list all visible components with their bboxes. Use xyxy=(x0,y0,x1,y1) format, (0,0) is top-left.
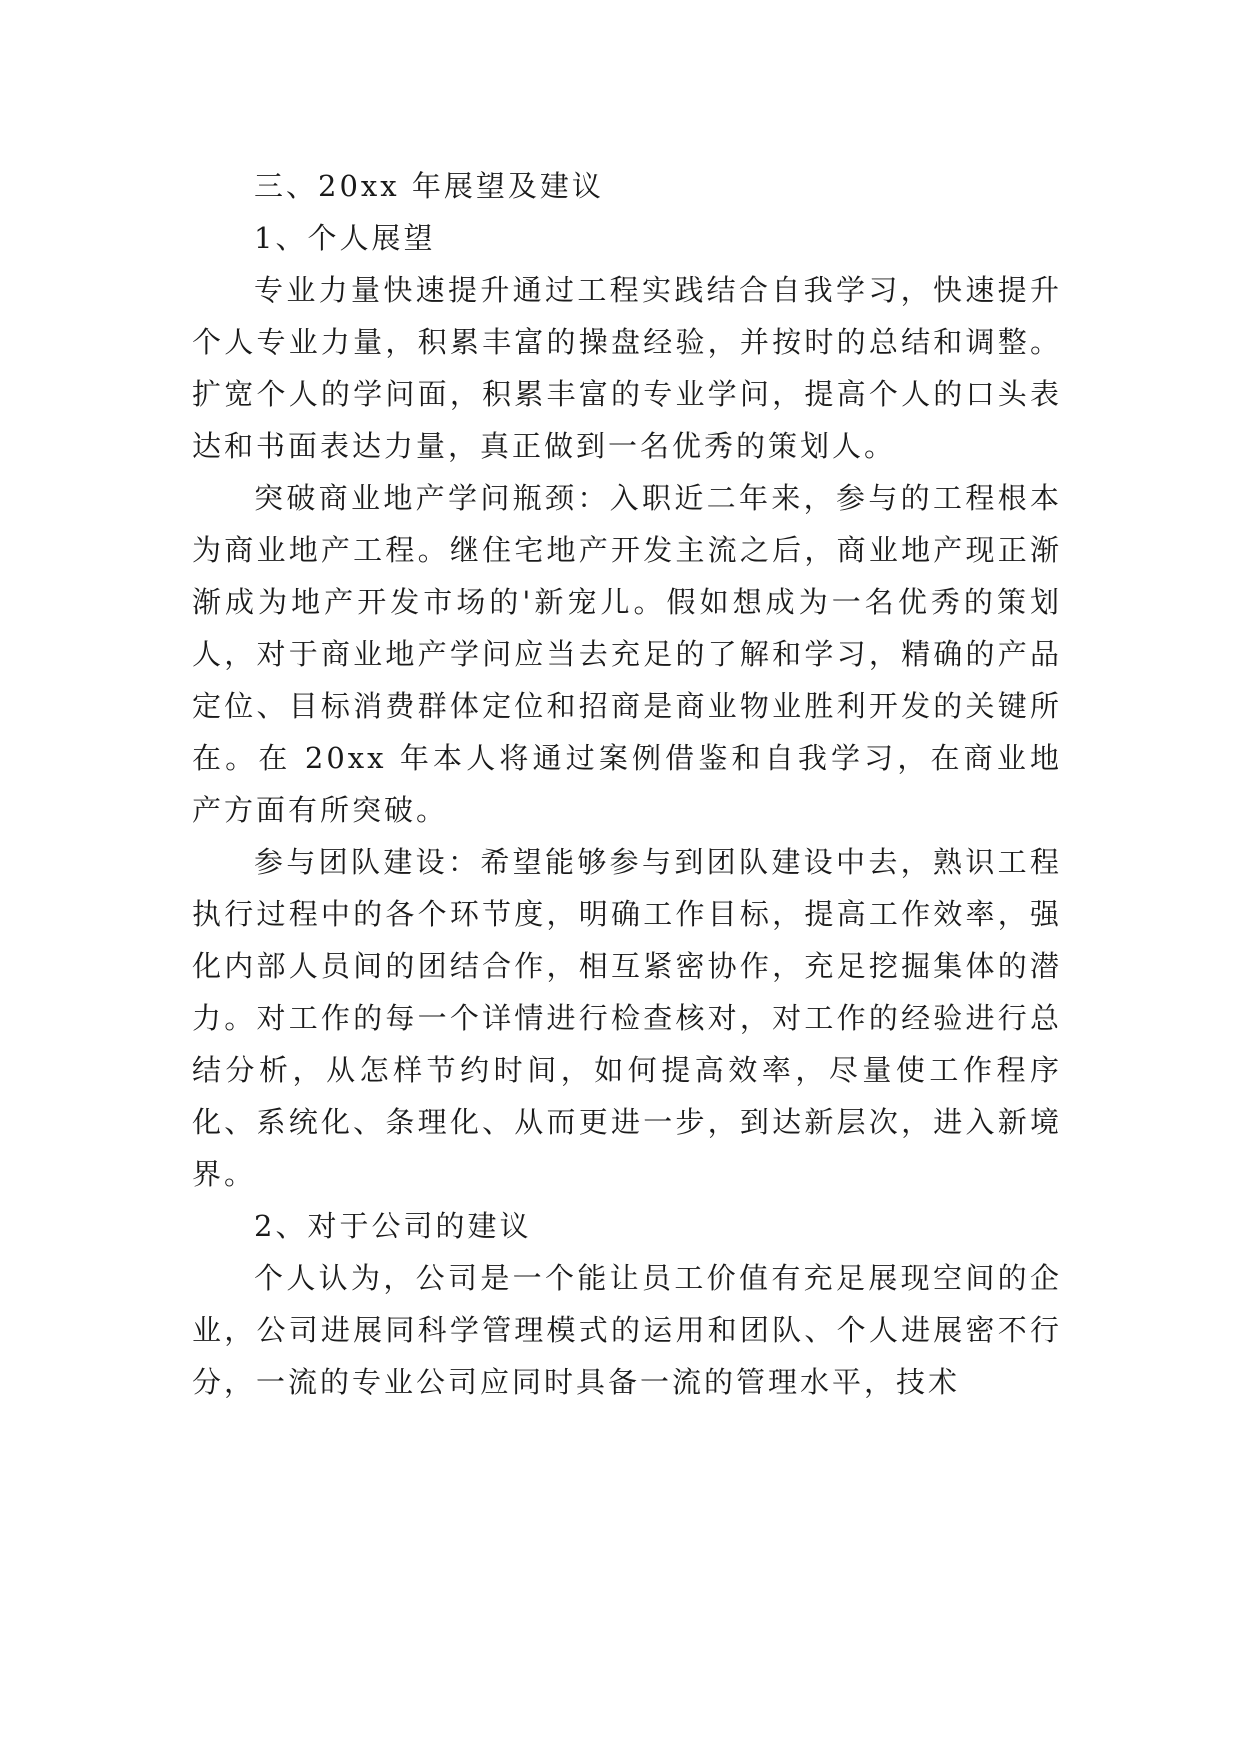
section-heading: 三、20xx 年展望及建议 xyxy=(254,169,604,203)
body-paragraph: 突破商业地产学问瓶颈：入职近二年来，参与的工程根本为商业地产工程。继住宅地产开发主流之后，商业地产现正渐渐成为地产开发市场的'新宠儿。假如想成为一名优秀的策划人，对于商业地产学问应当去充足的了解和学习，精确的产品定位、目标消费群体定位和招商是商业物业胜利开发的关键所在。在 20xx 年本人将通过案例借鉴和自我学习，在商业地产方面有所突破。 xyxy=(192,481,1062,827)
document-body xyxy=(192,160,1062,1408)
subsection-heading: 2、对于公司的建议 xyxy=(254,1209,532,1243)
subsection-heading: 1、个人展望 xyxy=(254,221,436,255)
body-paragraph: 参与团队建设：希望能够参与到团队建设中去，熟识工程执行过程中的各个环节度，明确工作目标，提高工作效率，强化内部人员间的团结合作，相互紧密协作，充足挖掘集体的潜力。对工作的每一个详情进行检查核对，对工作的经验进行总结分析，从怎样节约时间，如何提高效率，尽量使工作程序化、系统化、条理化、从而更进一步，到达新层次，进入新境界。 xyxy=(192,845,1062,1191)
body-paragraph: 个人认为，公司是一个能让员工价值有充足展现空间的企业，公司进展同科学管理模式的运用和团队、个人进展密不行分，一流的专业公司应同时具备一流的管理水平，技术 xyxy=(192,1261,1062,1399)
body-paragraph: 专业力量快速提升通过工程实践结合自我学习，快速提升个人专业力量，积累丰富的操盘经验，并按时的总结和调整。扩宽个人的学问面，积累丰富的专业学问，提高个人的口头表达和书面表达力量，真正做到一名优秀的策划人。 xyxy=(192,273,1062,463)
